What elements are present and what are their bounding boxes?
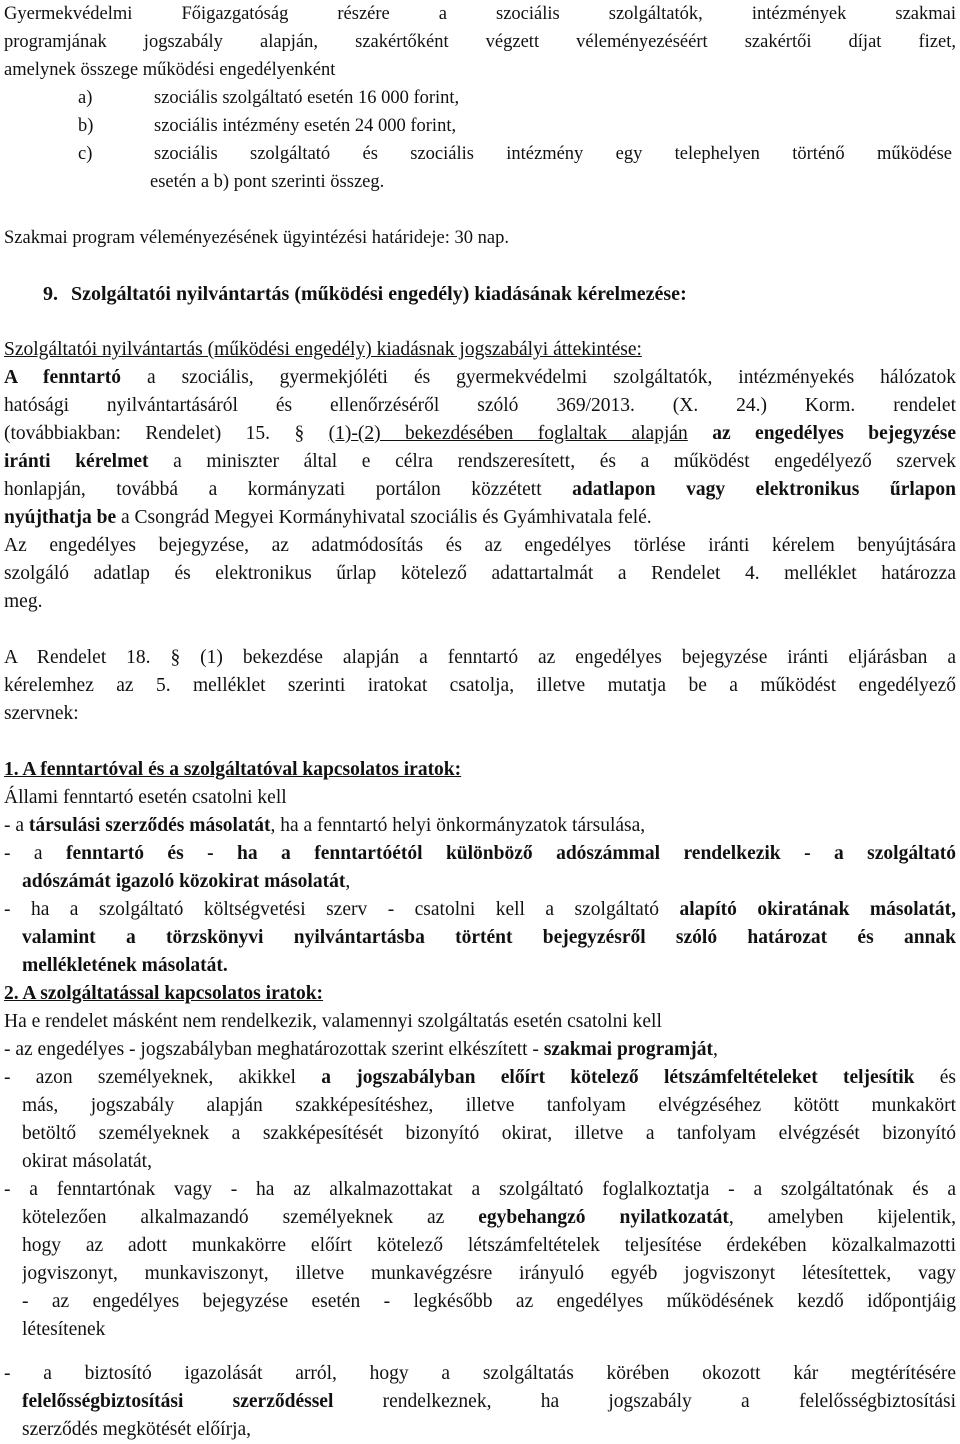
p2-line-3: meg. xyxy=(4,591,43,612)
docs2-bullet-2 xyxy=(4,1064,956,1092)
text: - az engedélyes - jogszabályban meghatározottak szerint elkészített - xyxy=(4,1039,544,1060)
docs2-bullet-3-cont-4: - az engedélyes bejegyzése esetén - legkésőbb az engedélyes működésének kezdő időpontjáig xyxy=(22,1291,956,1312)
docs2-bullet-1 xyxy=(4,1036,956,1064)
fee-item-text: szociális szolgáltató és szociális intézmény egy telephelyen történő működése xyxy=(154,144,952,164)
docs2-bullet-3-cont-3: jogviszonyt, munkaviszonyt, illetve munkavégzésre irányuló egyéb jogviszonyt létesítettek, vagy xyxy=(22,1263,956,1284)
docs2-bullet-4: - a biztosító igazolását arról, hogy a szolgáltatás körében okozott kár megtérítésére xyxy=(4,1363,956,1384)
bold-text: az engedélyes bejegyzése xyxy=(687,423,956,444)
text: , amelyben kijelentik, xyxy=(728,1207,956,1228)
bold-text: fenntartó és - ha a fenntartóétól különböző adószámmal rendelkezik - a szolgáltató xyxy=(66,843,956,864)
docs1-heading xyxy=(4,756,956,784)
text: (1) bekezdése alapján a fenntartó az engedélyes bejegyzése iránti eljárásban a xyxy=(200,647,956,668)
docs2-bullet-3-cont-2: hogy az adott munkakörre előírt kötelező létszámfeltételek teljesítése érdekében közalkalmazotti xyxy=(22,1235,956,1256)
fee-item-label: a) xyxy=(78,88,93,108)
section-sign: § xyxy=(170,647,181,668)
text: , xyxy=(345,871,351,892)
bold-text: adószámát igazoló közokirat másolatát xyxy=(22,871,346,892)
docs2-bullet-4-cont xyxy=(22,1388,956,1416)
text: , xyxy=(712,1039,718,1060)
docs1-bullet-3 xyxy=(4,896,956,924)
bold-text: mellékletének másolatát. xyxy=(22,955,228,976)
p2-line-2: szolgáló adatlap és elektronikus űrlap kötelező adattartalmát a Rendelet 4. melléklet határozza xyxy=(4,563,956,584)
bold-text: adatlapon vagy elektronikus űrlapon xyxy=(572,479,956,500)
text: a miniszter által e célra rendszeresített, és a működést engedélyező szervek xyxy=(148,451,956,472)
fee-item-a xyxy=(4,84,956,112)
p1-line-5 xyxy=(4,476,956,504)
legal-overview-subheading: Szolgáltatói nyilvántartás (működési engedély) kiadásnak jogszabályi áttekintése: xyxy=(4,339,642,360)
p3-line-2: kérelemhez az 5. melléklet szerinti iratokat csatolja, illetve mutatja be a működést engedélyező xyxy=(4,675,956,696)
bold-text: társulási szerződés másolatát xyxy=(28,815,271,836)
docs1-intro: Állami fenntartó esetén csatolni kell xyxy=(4,787,287,808)
text: és xyxy=(914,1067,956,1088)
docs2-bullet-2-cont-3: okirat másolatát, xyxy=(22,1151,152,1172)
bold-text: egybehangzó nyilatkozatát xyxy=(478,1207,729,1228)
underlined-text: (1)-(2) bekezdésében foglaltak alapján xyxy=(328,423,688,444)
p1-line-3 xyxy=(4,420,956,448)
p1-line-6 xyxy=(4,504,956,532)
fee-item-text: szociális szolgáltató esetén 16 000 forint, xyxy=(154,88,460,108)
text: - a xyxy=(4,843,67,864)
docs1-bullet-1 xyxy=(4,812,956,840)
text: A Rendelet 18. xyxy=(4,647,171,668)
p2-line-1: Az engedélyes bejegyzése, az adatmódosítás és az engedélyes törlése iránti kérelem benyújtására xyxy=(4,535,956,556)
docs1-bullet-3-cont-2 xyxy=(22,952,956,980)
fee-item-b xyxy=(4,112,956,140)
text: - ha a szolgáltató költségvetési szerv - csatolni kell a szolgáltató xyxy=(4,899,680,920)
fee-item-text: szociális intézmény esetén 24 000 forint, xyxy=(154,116,457,136)
text: honlapján, továbbá a kormányzati portálon közzétett xyxy=(4,479,573,500)
intro-line-2: programjának jogszabály alapján, szakértőként végzett véleményezéséért szakértői díjat fizet, xyxy=(4,32,956,52)
fee-item-c-continuation: esetén a b) pont szerinti összeg. xyxy=(150,172,385,192)
p3-line-1 xyxy=(4,644,956,672)
section-title: Szolgáltatói nyilvántartás (működési engedély) kiadásának kérelmezése: xyxy=(71,283,687,305)
docs1-bullet-3-cont xyxy=(22,924,956,952)
text: kötelezően alkalmazandó személyeknek az xyxy=(22,1207,479,1228)
text: rendelkeznek, ha jogszabály a felelősségbiztosítási xyxy=(333,1391,956,1412)
bold-text: a jogszabályban előírt kötelező létszámfeltételeket teljesítik xyxy=(321,1067,915,1088)
bold-text: 2. A szolgáltatással kapcsolatos iratok: xyxy=(4,983,324,1004)
bold-text: szakmai programját xyxy=(543,1039,713,1060)
text: a Csongrád Megyei Kormányhivatal szociális és Gyámhivatala felé. xyxy=(116,507,652,528)
bold-text: felelősségbiztosítási szerződéssel xyxy=(22,1391,334,1412)
p3-line-3: szervnek: xyxy=(4,703,79,724)
review-deadline: Szakmai program véleményezésének ügyintézési határideje: 30 nap. xyxy=(4,228,509,248)
docs2-bullet-2-cont: más, jogszabály alapján szakképesítéshez, illetve tanfolyam elvégzéséhez kötött munkakört xyxy=(22,1095,956,1116)
intro-line-1: Gyermekvédelmi Főigazgatóság részére a szociális szolgáltatók, intézmények szakmai xyxy=(4,4,956,24)
fee-item-label: b) xyxy=(78,116,94,136)
fee-item-c xyxy=(4,140,956,168)
text: - a xyxy=(4,815,29,836)
p1-line-4 xyxy=(4,448,956,476)
bold-text: 1. A fenntartóval és a szolgáltatóval kapcsolatos iratok: xyxy=(4,759,462,780)
docs2-intro: Ha e rendelet másként nem rendelkezik, valamennyi szolgáltatás esetén csatolni kell xyxy=(4,1011,662,1032)
text: a szociális, gyermekjóléti és gyermekvédelmi szolgáltatók, intézményekés hálózatok xyxy=(120,367,956,388)
bold-text: nyújthatja be xyxy=(4,507,117,528)
docs1-bullet-2-cont xyxy=(22,868,956,896)
text: , ha a fenntartó helyi önkormányzatok társulása, xyxy=(270,815,646,836)
docs1-bullet-2 xyxy=(4,840,956,868)
docs2-heading xyxy=(4,980,956,1008)
docs2-bullet-3-cont xyxy=(22,1204,956,1232)
docs2-bullet-3-cont-5: létesítenek xyxy=(22,1319,106,1340)
section-heading xyxy=(43,280,687,308)
p1-line-1 xyxy=(4,364,956,392)
text: - azon személyeknek, akikkel xyxy=(4,1067,322,1088)
section-number: 9. xyxy=(43,283,58,305)
bold-text: A fenntartó xyxy=(4,367,121,388)
fee-item-label: c) xyxy=(78,144,93,164)
docs2-bullet-4-cont-2: szerződés megkötését előírja, xyxy=(22,1419,252,1440)
text: (továbbiakban: Rendelet) 15. xyxy=(4,423,295,444)
docs2-bullet-2-cont-2: betöltő személyeknek a szakképesítését bizonyító okirat, illetve a tanfolyam elvégzését bizonyító xyxy=(22,1123,956,1144)
bold-text: valamint a törzskönyvi nyilvántartásba történt bejegyzésről szóló határozat és annak xyxy=(22,927,956,948)
p1-line-2: hatósági nyilvántartásáról és ellenőrzéséről szóló 369/2013. (X. 24.) Korm. rendelet xyxy=(4,395,956,416)
bold-text: alapító okiratának másolatát, xyxy=(679,899,956,920)
bold-text: iránti kérelmet xyxy=(4,451,149,472)
docs2-bullet-3: - a fenntartónak vagy - ha az alkalmazottakat a szolgáltató foglalkoztatja - a szolgáltatónak és a xyxy=(4,1179,956,1200)
intro-line-3: amelynek összege működési engedélyenként xyxy=(4,60,336,80)
section-sign: § xyxy=(294,423,305,444)
